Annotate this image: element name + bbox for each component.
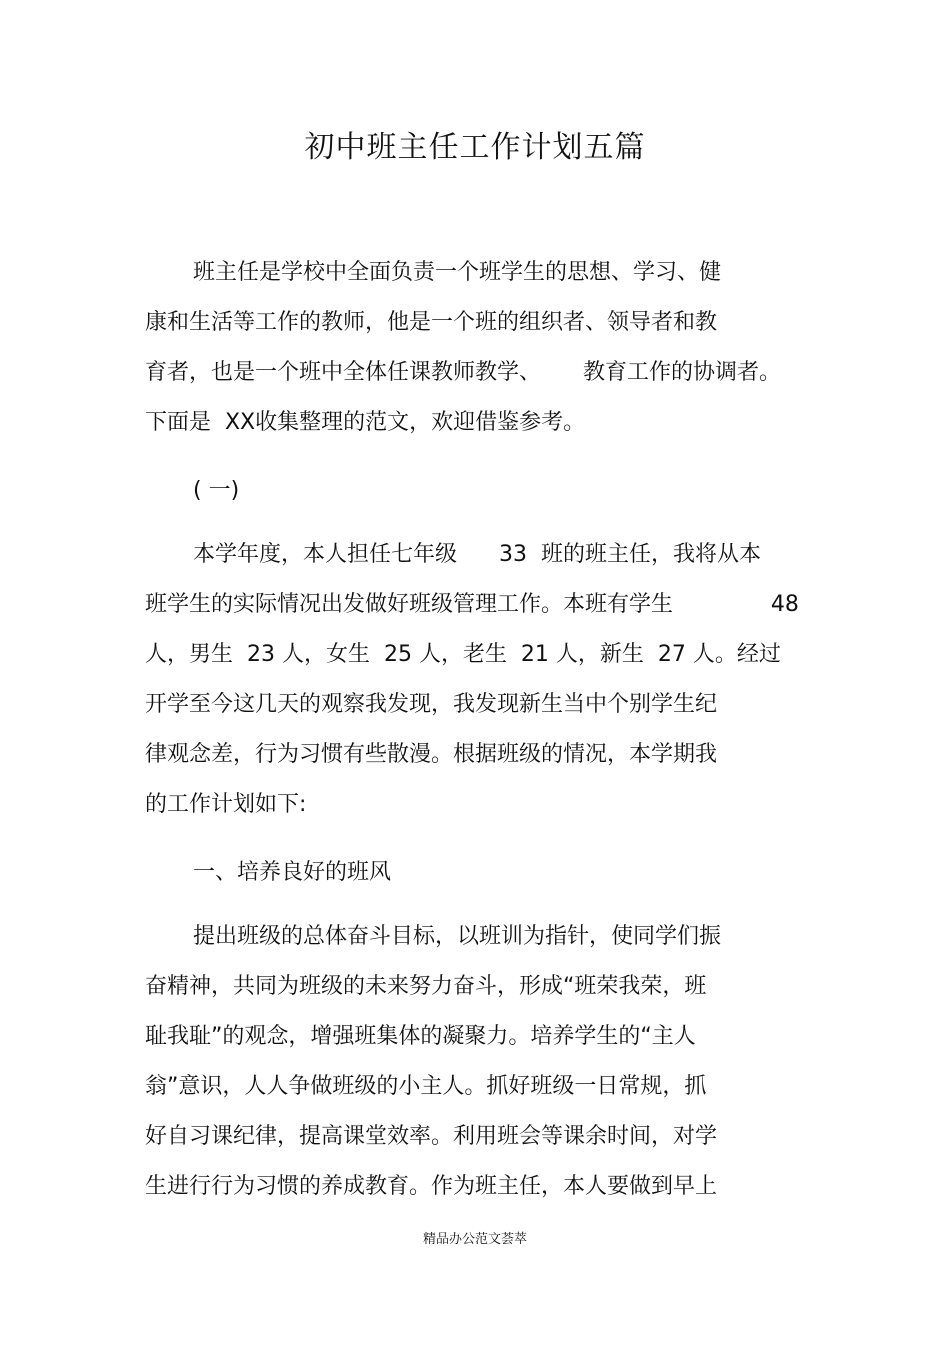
- paragraph-line: 班学生的实际情况出发做好班级管理工作。本班有学生 48: [145, 592, 799, 617]
- paragraph-line: 生进行行为习惯的养成教育。作为班主任，本人要做到早上: [145, 1174, 718, 1199]
- paragraph-line: 康和生活等工作的教师，他是一个班的组织者、领导者和教: [145, 310, 718, 335]
- paragraph-line: 奋精神，共同为班级的未来努力奋斗，形成“班荣我荣，班: [145, 974, 707, 999]
- paragraph-line: 开学至今这几天的观察我发现，我发现新生当中个别学生纪: [145, 692, 718, 717]
- paragraph-line: 本学年度，本人担任七年级 33 班的班主任，我将从本: [193, 542, 761, 567]
- section-marker: ( 一): [193, 478, 240, 503]
- paragraph-line: 翁”意识，人人争做班级的小主人。抓好班级一日常规，抓: [145, 1074, 707, 1099]
- paragraph-line: 好自习课纪律，提高课堂效率。利用班会等课余时间，对学: [145, 1124, 718, 1149]
- document-title: 初中班主任工作计划五篇: [304, 130, 646, 165]
- paragraph-line: 提出班级的总体奋斗目标，以班训为指针，使同学们振: [193, 924, 722, 949]
- paragraph-line: 下面是 XX收集整理的范文，欢迎借鉴参考。: [145, 410, 586, 435]
- paragraph-line: 育者，也是一个班中全体任课教师教学、 教育工作的协调者。: [145, 360, 781, 385]
- paragraph-line: 人，男生 23 人，女生 25 人，老生 21 人，新生 27 人。经过: [145, 642, 781, 667]
- paragraph-line: 的工作计划如下:: [145, 792, 307, 817]
- paragraph-line: 班主任是学校中全面负责一个班学生的思想、学习、健: [193, 260, 722, 285]
- page-footer: 精品办公范文荟萃: [422, 1232, 527, 1247]
- paragraph-line: 耻我耻”的观念，增强班集体的凝聚力。培养学生的“主人: [145, 1024, 696, 1049]
- section-heading: 一、培养良好的班风: [193, 860, 392, 885]
- paragraph-line: 律观念差，行为习惯有些散漫。根据班级的情况，本学期我: [145, 742, 718, 767]
